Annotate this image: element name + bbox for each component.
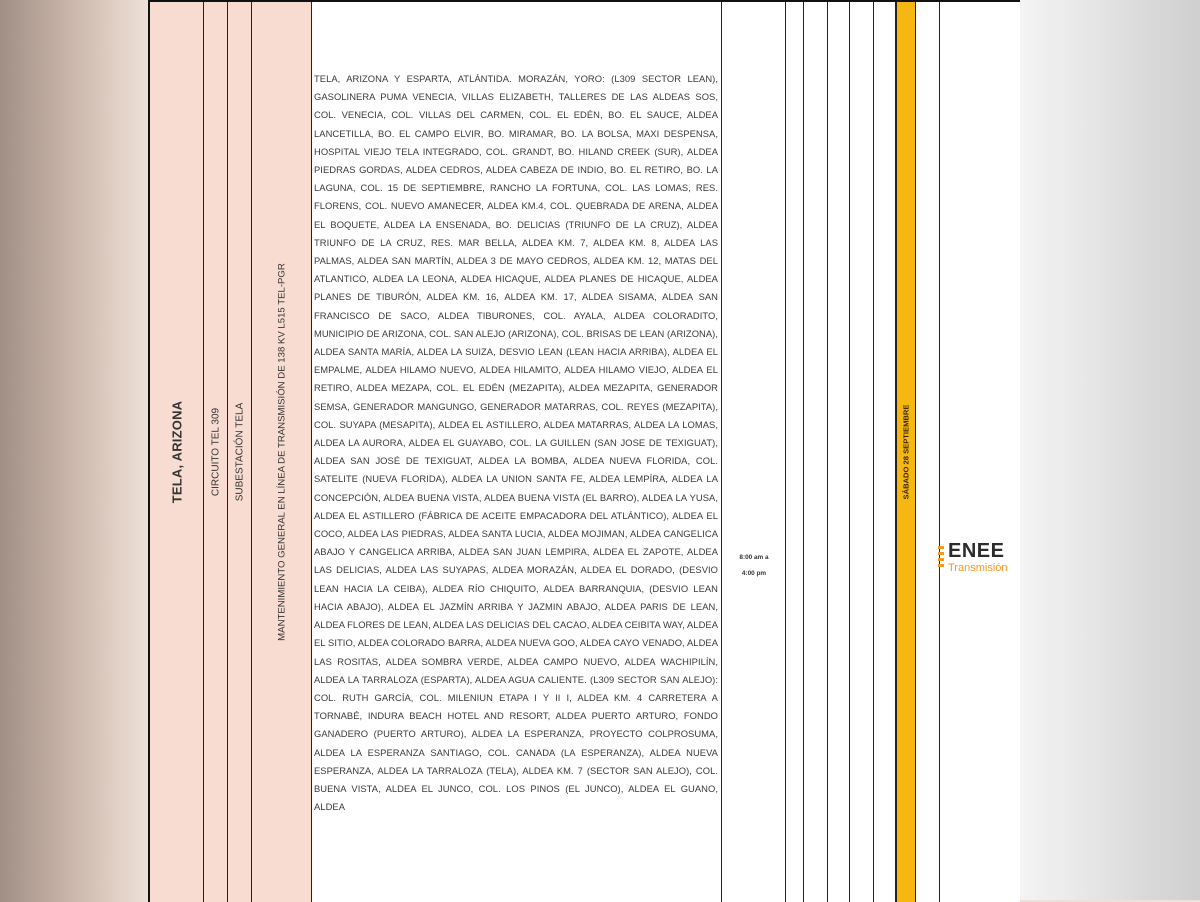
sectores-text: TELA, ARIZONA Y ESPARTA, ATLÁNTIDA. MORAZÁN, YORO: (L309 SECTOR LEAN), GASOLINERA PUMA VENECIA, VILLAS ELIZABETH, TALLERES DE LAS ALDEAS SOS, COL. VENECIA, COL. VILLAS DEL CARMEN, COL. EL EDÉN, BO. EL SAUCE, ALDEA LANCETILLA, BO. EL CAMPO ELVIR, BO. MIRAMAR, BO. LA BOLSA, MAXI DESPENSA, HOSPITAL VIEJO TELA INTEGRADO, COL. GRANDT, BO. HILAND CREEK (SUR), ALDEA PIEDRAS GORDAS, ALDEA CEDROS, ALDEA CABEZA DE INDIO, BO. EL RETIRO, BO. LA LAGUNA, COL. 15 DE SEPTIEMBRE, RANCHO LA FORTUNA, COL. LAS LOMAS, RES. FLORENS, COL. NUEVO AMANECER, ALDEA KM.4, COL. QUEBRADA DE ARENA, ALDEA EL BOQUETE, ALDEA LA ENSENADA, BO. DELICIAS (TRIUNFO DE LA CRUZ), ALDEA TRIUNFO DE LA CRUZ, RES. MAR BELLA, ALDEA KM. 7, ALDEA KM. 8, ALDEA LAS PALMAS, ALDEA SAN MARTÍN, ALDEA 3 DE MAYO CEDROS, ALDEA KM. 12, MATAS DEL ATLANTICO, ALDEA LA LEONA, ALDEA HICAQUE, ALDEA PLANES DE HICAQUE, ALDEA PLANES DE TIBURÓN, ALDEA KM. 16, ALDEA KM. 17, ALDEA SISAMA, ALDEA SAN FRANCISCO DE SACO, ALDEA TIBURONES, COL. AYALA, ALDEA COLORADITO, MUNICIPIO DE ARIZONA, COL. SAN ALEJO (ARIZONA), COL. BRISAS DE LEAN (ARIZONA), ALDEA SANTA MARÍA, ALDEA LA SUIZA, DESVIO LEAN (LEAN HACIA ARRIBA), ALDEA EL EMPALME, ALDEA HILAMO NUEVO, ALDEA HILAMITO, ALDEA HILAMO VIEJO, ALDEA EL RETIRO, ALDEA MEZAPA, COL. EL EDÉN (MEZAPITA), ALDEA MEZAPITA, GENERADOR SEMSA, GENERADOR MANGUNGO, GENERADOR MATARRAS, COL. REYES (MEZAPITA), COL. SUYAPA (MESAPITA), ALDEA EL ASTILLERO, ALDEA MATARRAS, ALDEA LA LOMAS, ALDEA LA AURORA, ALDEA EL GUAYABO, COL. LA GUILLEN (SAN JOSE DE TEXIGUAT), ALDEA SAN JOSÉ DE TEXIGUAT, ALDEA LA BOMBA, ALDEA NUEVA FLORIDA, COL. SATELITE (NUEVA FLORIDA), ALDEA LA UNION SANTA FE, ALDEA LEMPÍRA, ALDEA LA CONCEPCIÓN, ALDEA BUENA VISTA, ALDEA BUENA VISTA (EL BARRO), ALDEA LA YUSA, ALDEA EL ASTILLERO (FÁBRICA DE ACEITE EMPACADORA DEL ATLÁNTICO), ALDEA EL COCO, ALDEA LAS PIEDRAS, ALDEA SANTA LUCIA, ALDEA MOJIMAN, ALDEA CANGELICA ABAJO Y CANGELICA ARRIBA, ALDEA SAN JUAN LEMPIRA, ALDEA EL ZAPOTE, ALDEA LAS DELICIAS, ALDEA LAS SUYAPAS, ALDEA MORAZÁN, ALDEA EL DORADO, (DESVIO LEAN HACIA LA CEIBA), ALDEA RÍO CHIQUITO, ALDEA BARRANQUIA, (DESVIO LEAN HACIA ABAJO), ALDEA EL JAZMÍN ARRIBA Y JAZMIN ABAJO, ALDEA PARIS DE LEAN, ALDEA FLORES DE LEAN, ALDEA LAS DELICIAS DEL CACAO, ALDEA CEIBITA WAY, ALDEA EL SITIO, ALDEA COLORADO BARRA, ALDEA NUEVA GOO, ALDEA CAYO VENADO, ALDEA LAS ROSITAS, ALDEA SOMBRA VERDE, ALDEA CAMPO NUEVO, ALDEA WACHIPILÍN, ALDEA LA TARRALOZA (ESPARTA), ALDEA AGUA CALIENTE. (L309 SECTOR SAN ALEJO): COL. RUTH GARCÍA, COL. MILENIUN ETAPA I Y II I, ALDEA KM. 4 CARRETERA A TORNABÉ, INDURA BEACH HOTEL AND RESORT, ALDEA PUERTO ARTURO, FONDO GANADERO (PUERTO ARTURO), ALDEA LA ESPERANZA, PROYECTO COLPROSUMA, ALDEA LA ESPERANZA SANTIAGO, COL. CANADA (LA ESPERANZA), ALDEA NUEVA ESPERANZA, ALDEA LA TARRALOZA (TELA), ALDEA KM. 7 (SECTOR SAN ALEJO), COL. BUENA VISTA, ALDEA EL JUNCO, COL. LOS PINOS (EL JUNCO), ALDEA EL GUANO, ALDEA <box>314 73 718 813</box>
horario-fin: 4:00 pm <box>741 570 767 577</box>
logo-name: ENEE <box>948 540 1005 562</box>
descripcion-cell <box>252 2 312 902</box>
background-right <box>1020 0 1200 900</box>
descripcion-label: MANTENIMIENTO GENERAL EN LÍNEA DE TRANSMISIÓN DE 138 KV L515 TEL-PGR <box>276 263 287 641</box>
subestacion-label: SUBESTACIÓN TELA <box>234 402 245 502</box>
logo-subtitle: Transmisión <box>948 562 1008 574</box>
fecha-cell <box>896 2 916 902</box>
fecha-label: SÁBADO 28 SEPTIEMBRE <box>901 404 911 500</box>
enee-logo <box>938 542 1020 578</box>
subestacion-cell <box>228 2 252 902</box>
logo-cell <box>940 2 1020 902</box>
enee-logo-icon <box>938 546 944 572</box>
empty-column <box>874 2 896 902</box>
empty-column <box>850 2 874 902</box>
empty-column <box>828 2 850 902</box>
empty-column <box>916 2 940 902</box>
schedule-sheet <box>148 0 1020 902</box>
empty-column <box>804 2 828 902</box>
zona-cell <box>148 2 204 902</box>
circuito-cell <box>204 2 228 902</box>
horario-inicio: 8:00 am a <box>739 554 769 561</box>
circuito-label: CIRCUITO TEL 309 <box>210 407 221 497</box>
horario-cell <box>722 2 786 902</box>
empty-column <box>786 2 804 902</box>
zona-label: TELA, ARIZONA <box>169 400 184 504</box>
horario-text <box>724 550 784 582</box>
